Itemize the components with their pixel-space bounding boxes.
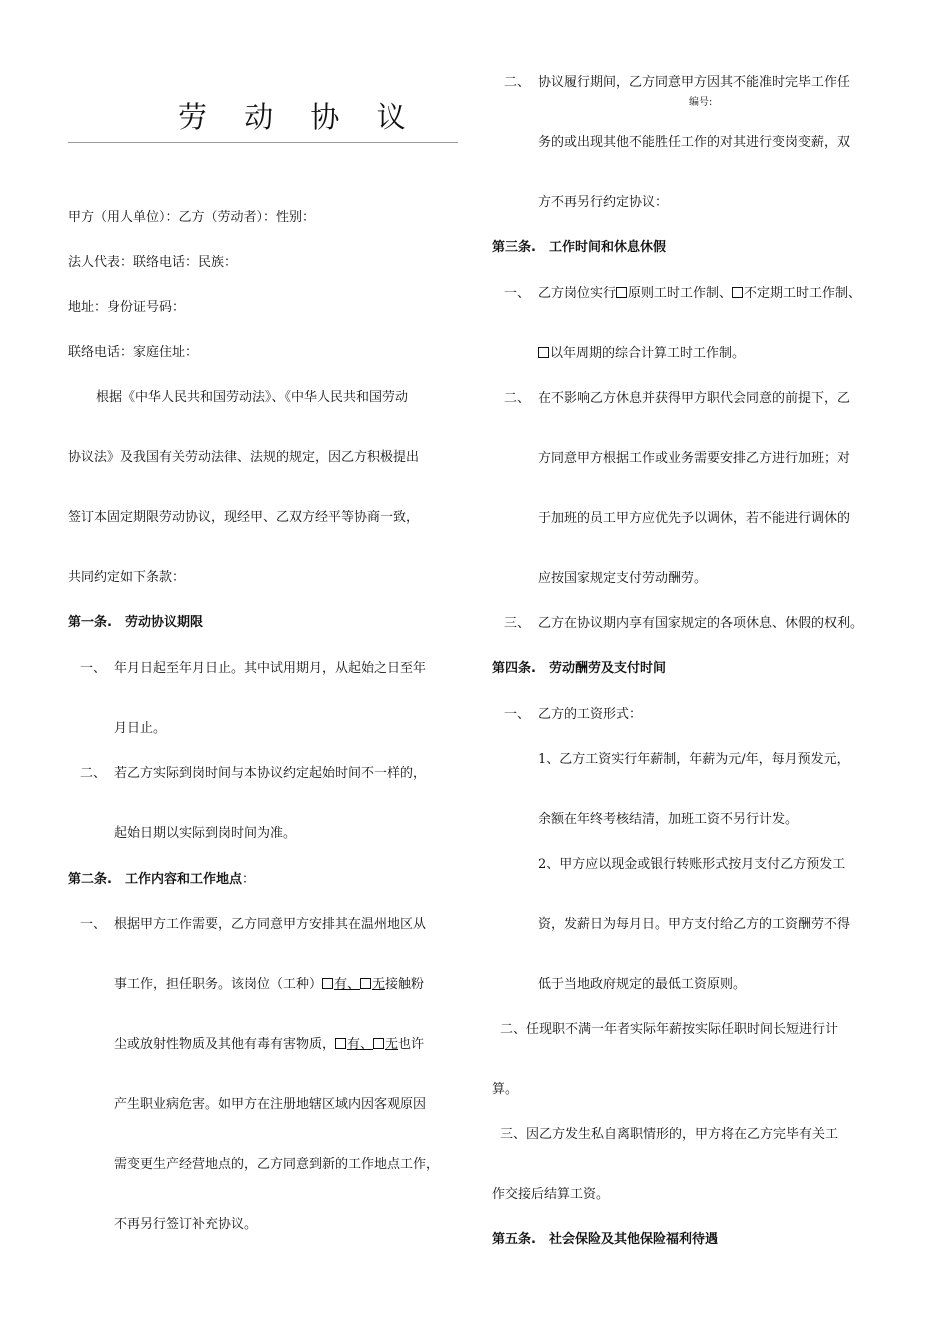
article-2-item-1-line-3 — [114, 1037, 424, 1053]
article-3-heading: 第三条. 工作时间和休息休假 — [492, 240, 666, 255]
article-2-item-2: 方不再另行约定协议： — [538, 195, 669, 210]
article-1-heading: 第一条. 劳动协议期限 — [68, 615, 203, 630]
article-3-item-2: 在不影响乙方休息并获得甲方职代会同意的前提下，乙 — [538, 391, 851, 406]
intro-line: 协议法》及我国有关劳动法律、法规的规定，因乙方积极提出 — [68, 450, 420, 465]
article-4-item-2: 二、任现职不满一年者实际年薪按实际任职时间长短进行计 — [500, 1022, 839, 1037]
text-span: 事工作，担任职务。该岗位（工种） — [114, 977, 323, 992]
item-number: 一、 — [504, 707, 531, 722]
article-1-item-2: 起始日期以实际到岗时间为准。 — [114, 826, 297, 841]
intro-line: 共同约定如下条款： — [68, 570, 186, 585]
option-label: 有、 — [347, 1037, 374, 1052]
article-3-item-2: 应按国家规定支付劳动酬劳。 — [538, 571, 708, 586]
checkbox[interactable] — [373, 1038, 384, 1049]
article-2-item-1: 根据甲方工作需要，乙方同意甲方安排其在温州地区从 — [114, 917, 427, 932]
article-4-item-3: 三、因乙方发生私自离职情形的，甲方将在乙方完毕有关工 — [500, 1127, 839, 1142]
article-4-item-1: 乙方的工资形式： — [538, 707, 643, 722]
item-number: 三、 — [504, 616, 531, 631]
legal-rep-line: 法人代表：联络电话：民族： — [68, 255, 238, 270]
option-label: 有、 — [334, 977, 361, 992]
option-label: 无 — [385, 1037, 399, 1052]
intro-line: 根据《中华人民共和国劳动法》、《中华人民共和国劳动 — [96, 390, 409, 405]
article-2-item-2: 协议履行期间，乙方同意甲方因其不能准时完毕工作任 — [538, 75, 851, 90]
article-4-point-1: 余额在年终考核结清，加班工资不另行计发。 — [538, 812, 799, 827]
article-5-heading: 第五条. 社会保险及其他保险福利待遇 — [492, 1232, 718, 1247]
item-number: 二、 — [504, 75, 531, 90]
article-2-heading — [68, 872, 255, 888]
contact-line: 联络电话：家庭住址： — [68, 345, 199, 360]
item-number: 一、 — [80, 661, 107, 676]
address-line: 地址：身份证号码： — [68, 300, 186, 315]
text-span: 以年周期的综合计算工时工作制。 — [550, 346, 746, 361]
article-3-item-1-line-2 — [538, 346, 745, 362]
document-title: 劳 动 协 议 — [178, 100, 420, 134]
article-4-item-3: 作交接后结算工资。 — [492, 1187, 610, 1202]
article-1-item-1: 年月日起至年月日止。其中试用期月，从起始之日至年 — [114, 661, 427, 676]
article-2-item-1: 不再另行签订补充协议。 — [114, 1217, 258, 1232]
article-2-item-1: 产生职业病危害。如甲方在注册地辖区域内因客观原因 — [114, 1097, 427, 1112]
article-3-item-1 — [538, 286, 861, 302]
text-span: 接触粉 — [385, 977, 425, 992]
article-4-point-2: 2、甲方应以现金或银行转账形式按月支付乙方预发工 — [538, 857, 846, 872]
article-4-heading: 第四条. 劳动酬劳及支付时间 — [492, 661, 666, 676]
text-span: 原则工时工作制、 — [628, 286, 733, 301]
article-3-item-2: 方同意甲方根据工作或业务需要安排乙方进行加班；对 — [538, 451, 851, 466]
article-3-item-2: 于加班的员工甲方应优先予以调休，若不能进行调休的 — [538, 511, 851, 526]
title-divider — [68, 142, 458, 143]
text-span: 也许 — [398, 1037, 425, 1052]
item-number: 二、 — [504, 391, 531, 406]
document-code-label: 编号: — [689, 97, 713, 108]
intro-line: 签订本固定期限劳动协议，现经甲、乙双方经平等协商一致， — [68, 510, 420, 525]
checkbox[interactable] — [322, 978, 333, 989]
flexible-hours-checkbox[interactable] — [732, 287, 743, 298]
standard-hours-checkbox[interactable] — [616, 287, 627, 298]
item-number: 一、 — [80, 917, 107, 932]
article-2-title: 第二条. 工作内容和工作地点 — [68, 872, 242, 887]
text-span: 不定期工时工作制、 — [744, 286, 862, 301]
text-span: 尘或放射性物质及其他有毒有害物质， — [114, 1037, 336, 1052]
checkbox[interactable] — [360, 978, 371, 989]
article-4-point-1: 1、乙方工资实行年薪制，年薪为元/年，每月预发元， — [538, 752, 850, 767]
article-2-title-suffix: ： — [241, 872, 255, 887]
text-span: 乙方岗位实行 — [538, 286, 617, 301]
article-4-item-2: 算。 — [492, 1082, 519, 1097]
article-1-item-2: 若乙方实际到岗时间与本协议约定起始时间不一样的， — [114, 766, 427, 781]
article-4-point-2: 资，发薪日为每月日。甲方支付给乙方的工资酬劳不得 — [538, 917, 851, 932]
item-number: 一、 — [504, 286, 531, 301]
article-4-point-2: 低于当地政府规定的最低工资原则。 — [538, 977, 747, 992]
option-label: 无 — [372, 977, 386, 992]
article-3-item-3: 乙方在协议期内享有国家规定的各项休息、休假的权利。 — [538, 616, 864, 631]
hazard-yes-option[interactable] — [322, 977, 385, 992]
article-2-item-1-line-2 — [114, 977, 424, 993]
toxic-yes-option[interactable] — [335, 1037, 398, 1052]
party-a-line: 甲方（用人单位）：乙方（劳动者）：性别： — [68, 210, 316, 225]
item-number: 二、 — [80, 766, 107, 781]
article-1-item-1: 月日止。 — [114, 721, 167, 736]
checkbox[interactable] — [335, 1038, 346, 1049]
article-2-item-1: 需变更生产经营地点的，乙方同意到新的工作地点工作， — [114, 1157, 440, 1172]
comprehensive-hours-checkbox[interactable] — [538, 347, 549, 358]
article-2-item-2: 务的或出现其他不能胜任工作的对其进行变岗变薪，双 — [538, 135, 851, 150]
